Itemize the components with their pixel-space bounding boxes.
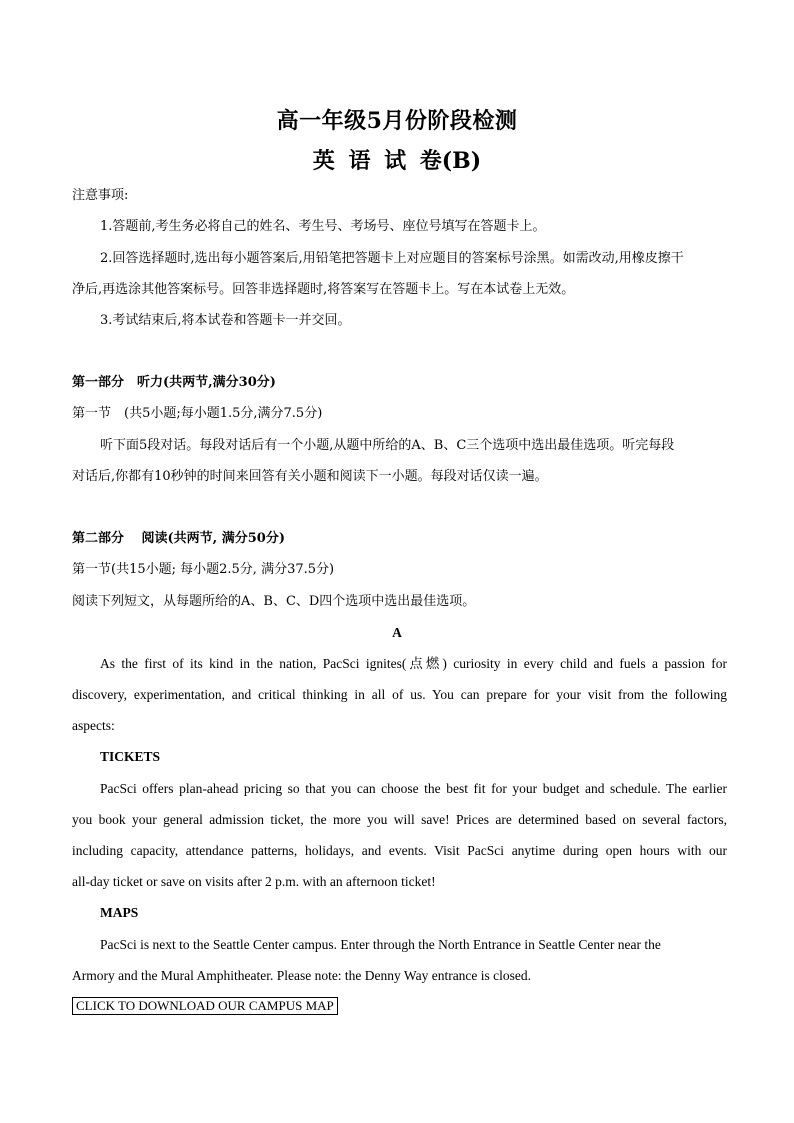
part2-heading: 第二部分 阅读(共两节, 满分50分): [72, 531, 285, 546]
maps-line-1: PacSci is next to the Seattle Center campus. Enter through the North Entrance in Seattle Center near the: [100, 937, 661, 952]
download-campus-map-link[interactable]: CLICK TO DOWNLOAD OUR CAMPUS MAP: [72, 997, 338, 1015]
passage-intro-line-3: aspects:: [72, 718, 115, 733]
notice-item-3: 3.考试结束后,将本试卷和答题卡一并交回。: [100, 313, 351, 328]
part1-instructions-line-2: 对话后,你都有10秒钟的时间来回答有关小题和阅读下一小题。每段对话仅读一遍。: [72, 469, 548, 484]
tickets-line-3: including capacity, attendance patterns, holidays, and events. Visit PacSci anytime during open hours with our: [72, 843, 727, 858]
maps-line-2: Armory and the Mural Amphitheater. Please note: the Denny Way entrance is closed.: [72, 968, 532, 983]
exam-subtitle: 英 语 试 卷(B): [312, 148, 482, 174]
part2-section-heading: 第一节(共15小题; 每小题2.5分, 满分37.5分): [72, 562, 335, 577]
notice-item-2-line-2: 净后,再选涂其他答案标号。回答非选择题时,将答案写在答题卡上。写在本试卷上无效。: [72, 282, 575, 297]
tickets-heading: TICKETS: [100, 749, 161, 764]
part1-section-heading: 第一节 (共5小题;每小题1.5分,满分7.5分): [72, 406, 323, 421]
maps-heading: MAPS: [100, 905, 139, 920]
notice-heading: 注意事项:: [72, 188, 129, 203]
passage-label: A: [392, 625, 402, 640]
passage-intro-line-1: As the first of its kind in the nation, PacSci ignites(点燃) curiosity in every child and fuels a passion for: [100, 656, 727, 671]
exam-title: 高一年级5月份阶段检测: [276, 108, 518, 134]
tickets-line-1: PacSci offers plan-ahead pricing so that you can choose the best fit for your budget and schedule. The earlier: [100, 781, 727, 796]
notice-item-2-line-1: 2.回答选择题时,选出每小题答案后,用铅笔把答题卡上对应题目的答案标号涂黑。如需改动,用橡皮擦干: [100, 251, 684, 266]
tickets-line-4: all-day ticket or save on visits after 2 p.m. with an afternoon ticket!: [72, 874, 436, 889]
part2-instructions: 阅读下列短文，从每题所给的A、B、C、D四个选项中选出最佳选项。: [72, 594, 476, 609]
part1-instructions-line-1: 听下面5段对话。每段对话后有一个小题,从题中所给的A、B、C三个选项中选出最佳选项。听完每段: [100, 438, 675, 453]
notice-item-1: 1.答题前,考生务必将自己的姓名、考生号、考场号、座位号填写在答题卡上。: [100, 219, 546, 234]
part1-heading: 第一部分 听力(共两节,满分30分): [72, 375, 276, 390]
passage-intro-line-2: discovery, experimentation, and critical thinking in all of us. You can prepare for your visit from the following: [72, 687, 727, 702]
tickets-line-2: you book your general admission ticket, the more you will save! Prices are determined based on several factors,: [72, 812, 727, 827]
